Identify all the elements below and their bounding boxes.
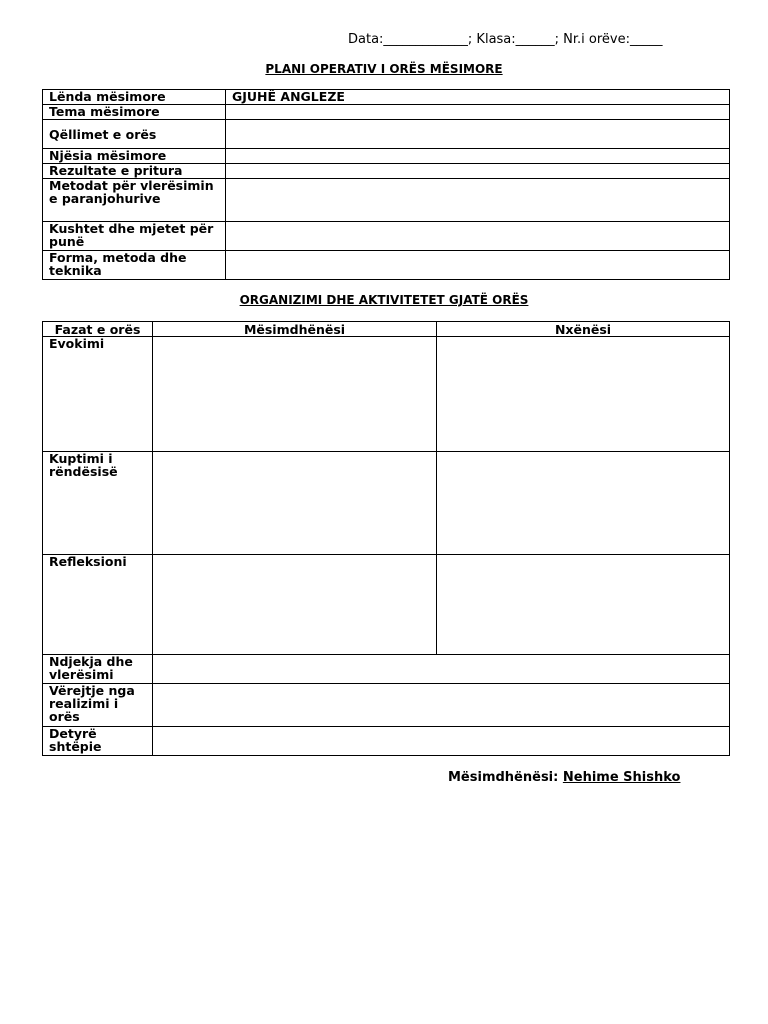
organization-header-row — [43, 322, 730, 337]
student-cell[interactable] — [437, 337, 730, 452]
plan-label: Rezultate e pritura — [43, 164, 226, 179]
plan-label: Forma, metoda dhe teknika — [43, 251, 226, 280]
plan-row-unit — [43, 149, 730, 164]
plan-label: Njësia mësimore — [43, 149, 226, 164]
phase-label: Refleksioni — [43, 555, 153, 655]
student-cell[interactable] — [437, 452, 730, 555]
column-header-student: Nxënësi — [437, 322, 730, 337]
plan-value-results[interactable] — [226, 164, 730, 179]
footer-row-remarks — [43, 684, 730, 727]
plan-label: Lënda mësimore — [43, 90, 226, 105]
plan-value-unit[interactable] — [226, 149, 730, 164]
student-cell[interactable] — [437, 555, 730, 655]
plan-row-methods — [43, 179, 730, 222]
plan-value-subject: GJUHË ANGLEZE — [226, 90, 730, 105]
footer-label: Detyrë shtëpie — [43, 727, 153, 756]
plan-row-results — [43, 164, 730, 179]
plan-row-goals — [43, 120, 730, 149]
footer-label: Vërejtje nga realizimi i orës — [43, 684, 153, 727]
plan-value-conditions[interactable] — [226, 222, 730, 251]
organization-table — [42, 321, 730, 756]
plan-title: PLANI OPERATIV I ORËS MËSIMORE — [265, 62, 503, 76]
column-header-phases: Fazat e orës — [43, 322, 153, 337]
teacher-cell[interactable] — [153, 452, 437, 555]
organization-title: ORGANIZIMI DHE AKTIVITETET GJATË ORËS — [239, 293, 529, 307]
phase-row-understanding — [43, 452, 730, 555]
plan-value-topic[interactable] — [226, 105, 730, 120]
plan-table — [42, 89, 730, 280]
plan-label: Tema mësimore — [43, 105, 226, 120]
remarks-cell[interactable] — [153, 684, 730, 727]
plan-value-forms[interactable] — [226, 251, 730, 280]
footer-row-assessment — [43, 655, 730, 684]
teacher-cell[interactable] — [153, 337, 437, 452]
phase-row-reflection — [43, 555, 730, 655]
phase-row-evocation — [43, 337, 730, 452]
plan-row-forms — [43, 251, 730, 280]
plan-value-methods[interactable] — [226, 179, 730, 222]
footer-row-homework — [43, 727, 730, 756]
teacher-signature — [448, 770, 680, 785]
date-class-hours-line: Data:_____________; Klasa:______; Nr.i orëve:_____ — [348, 32, 663, 47]
phase-label: Kuptimi i rëndësisë — [43, 452, 153, 555]
plan-row-topic — [43, 105, 730, 120]
plan-label: Kushtet dhe mjetet për punë — [43, 222, 226, 251]
plan-row-conditions — [43, 222, 730, 251]
plan-row-subject — [43, 90, 730, 105]
column-header-teacher: Mësimdhënësi — [153, 322, 437, 337]
plan-label: Qëllimet e orës — [43, 120, 226, 149]
plan-value-goals[interactable] — [226, 120, 730, 149]
assessment-cell[interactable] — [153, 655, 730, 684]
teacher-cell[interactable] — [153, 555, 437, 655]
plan-label: Metodat për vlerësimin e paranjohurive — [43, 179, 226, 222]
footer-label: Ndjekja dhe vlerësimi — [43, 655, 153, 684]
teacher-name: Nehime Shishko — [562, 770, 681, 785]
teacher-label: Mësimdhënësi: — [448, 770, 559, 785]
phase-label: Evokimi — [43, 337, 153, 452]
homework-cell[interactable] — [153, 727, 730, 756]
